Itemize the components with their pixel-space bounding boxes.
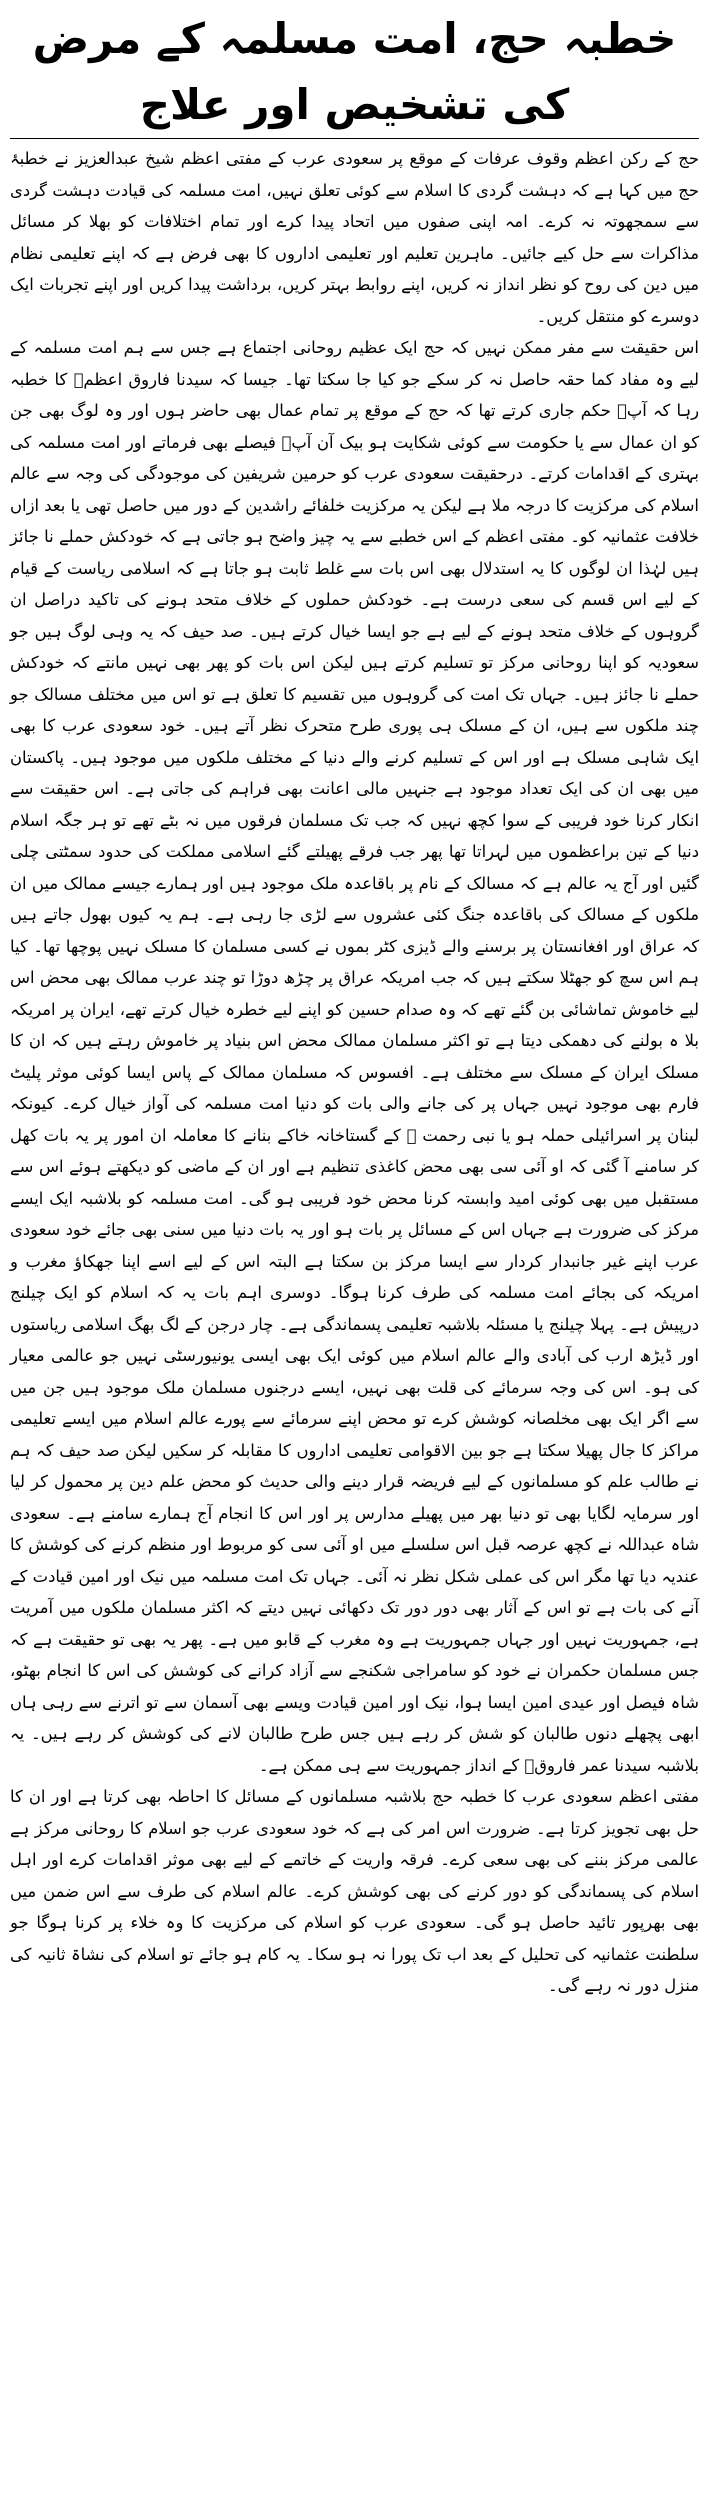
article-paragraph: اس حقیقت سے مفر ممکن نہیں کہ حج ایک عظیم روحانی اجتماع ہے جس سے ہم امت مسلمہ کے لیے وہ مفاد کما حقہ حاصل نہ کر سکے جو کیا جا سکتا تھا۔ جیسا کہ سیدنا فاروق اعظمؓ کا خطبہ رہا کہ آپؓ حکم جاری کرتے تھا کہ حج کے موقع پر تمام عمال بھی حاضر ہوں اور وہ لوگ بھی جن کو ان عمال سے یا حکومت سے کوئی شکایت ہو بیک آن آپؓ فیصلے بھی فرماتے اور امت مسلمہ کی بہتری کے اقدامات کرتے۔ درحقیقت سعودی عرب کو حرمین شریفین کی موجودگی کی وجہ سے عالم اسلام کی مرکزیت کا درجہ ملا ہے لیکن یہ مرکزیت خلفائے راشدین کے دور میں حاصل تھی یا بعد ازاں خلافت عثمانیہ کو۔ مفتی اعظم کے اس خطبے سے یہ چیز واضح ہو جاتی ہے کہ خودکش حملے نا جائز ہیں لہٰذا ان لوگوں کا یہ استدلال بھی اس بات سے غلط ثابت ہو جاتا ہے کہ اسلامی ریاست کے قیام کے لیے اس قسم کی سعی درست ہے۔ خودکش حملوں کے خلاف متحد ہونے کی تاکید دراصل ان گروہوں کے خلاف متحد ہونے کے لیے ہے جو ایسا خیال کرتے ہیں۔ صد حیف کہ یہ وہی لوگ ہیں جو سعودیہ کو اپنا روحانی مرکز تو تسلیم کرتے ہیں لیکن اس بات کو پھر بھی نہیں مانتے کہ خودکش حملے نا جائز ہیں۔ جہاں تک امت کی گروہوں میں تقسیم کا تعلق ہے تو اس میں مختلف مسالک جو چند ملکوں سے ہیں، ان کے مسلک ہی پوری طرح متحرک نظر آتے ہیں۔ خود سعودی عرب کا بھی ایک شاہی مسلک ہے اور اس کے تسلیم کرنے والے دنیا کے مختلف ملکوں میں موجود ہیں۔ پاکستان میں بھی ان کی ایک تعداد موجود ہے جنہیں مالی اعانت بھی فراہم کی جاتی ہے۔ اس حقیقت سے انکار کرنا خود فریبی کے سوا کچھ نہیں کہ جب تک مسلمان فرقوں میں نہ بٹے تھے تو ہر جگہ اسلام دنیا کے تین براعظموں میں لہراتا تھا پھر جب فرقے پھیلتے گئے اسلامی مملکت کی حدود سمٹتی چلی گئیں اور آج یہ عالم ہے کہ مسالک کے نام پر باقاعدہ ملک موجود ہیں اور ہمارے جیسے ممالک میں ان ملکوں کے مسالک کی باقاعدہ جنگ کئی عشروں سے لڑی جا رہی ہے۔ ہم یہ کیوں بھول جاتے ہیں کہ عراق اور افغانستان پر برسنے والے ڈیزی کٹر بموں نے کسی مسلمان کا مسلک نہیں پوچھا تھا۔ کیا ہم اس سچ کو جھٹلا سکتے ہیں کہ جب امریکہ عراق پر چڑھ دوڑا تو چند عرب ممالک بھی محض اس لیے خاموش تماشائی بن گئے تھے کہ وہ صدام حسین کو اپنے لیے خطرہ خیال کرتے تھے، ایران پر امریکہ بلا ہ بولنے کی دھمکی دیتا ہے تو اکثر مسلمان ممالک محض اس بنیاد پر خاموش رہتے ہیں کہ ان کا مسلک ایران کے مسلک سے مختلف ہے۔ افسوس کہ مسلمان ممالک کے پاس ایسا کوئی موثر پلیٹ فارم بھی موجود نہیں جہاں پر کی جانے والی بات کو دنیا امت مسلمہ کی آواز خیال کرے۔ کیونکہ لبنان پر اسرائیلی حملہ ہو یا نبی رحمت ﷺ کے گستاخانہ خاکے بنانے کا معاملہ ان امور پر یہ بات کھل کر سامنے آ گئی کہ او آئی سی بھی محض کاغذی تنظیم ہے اور ان کے ماضی کو دیکھتے ہوئے اس سے مستقبل میں بھی کوئی امید وابستہ کرنا محض خود فریبی ہو گی۔ امت مسلمہ کو بلاشبہ ایک ایسے مرکز کی ضرورت ہے جہاں اس کے مسائل پر بات ہو اور یہ بات دنیا میں سنی بھی جائے خود سعودی عرب اپنے غیر جانبدار کردار سے ایسا مرکز بن سکتا ہے البتہ اس کے لیے اسے اپنا جھکاؤ مغرب و امریکہ کی بجائے امت مسلمہ کی طرف کرنا ہوگا۔ دوسری اہم بات یہ کہ اسلام کو ایک چیلنج درپیش ہے۔ پہلا چیلنج یا مسئلہ بلاشبہ تعلیمی پسماندگی ہے۔ چار درجن کے لگ بھگ اسلامی ریاستوں اور ڈیڑھ ارب کی آبادی والے عالم اسلام میں کوئی ایک بھی ایسی یونیورسٹی نہیں جو عالمی معیار کی ہو۔ اس کی وجہ سرمائے کی قلت بھی نہیں، ایسے درجنوں مسلمان ملک موجود ہیں جن میں سے اگر ایک بھی مخلصانہ کوشش کرے تو محض اپنے سرمائے سے پورے عالم اسلام میں ایسے تعلیمی مراکز کا جال پھیلا سکتا ہے جو بین الاقوامی تعلیمی اداروں کا مقابلہ کر سکیں لیکن صد حیف کہ ہم نے طالب علم کو مسلمانوں کے لیے فریضہ قرار دینے والی حدیث کو محض علم دین پر محمول کر لیا اور سرمایہ لگایا بھی تو دنیا بھر میں پھیلے مدارس پر اور اس کا انجام آج ہمارے سامنے ہے۔ سعودی شاہ عبداللہ نے کچھ عرصہ قبل اس سلسلے میں او آئی سی کو مربوط اور منظم کرنے کی کوشش کا عندیہ دیا تھا مگر اس کی عملی شکل نظر نہ آئی۔ جہاں تک امت مسلمہ میں نیک اور امین قیادت کے آنے کی بات ہے تو اس کے آثار بھی دور دور تک دکھائی نہیں دیتے کہ اکثر مسلمان ملکوں میں آمریت ہے، جمہوریت نہیں اور جہاں جمہوریت ہے وہ مغرب کے قابو میں ہے۔ پھر یہ بھی تو حقیقت ہے کہ جس مسلمان حکمران نے خود کو سامراجی شکنجے سے آزاد کرانے کی کوشش کی اس کا انجام بھٹو، شاہ فیصل اور عیدی امین ایسا ہوا، نیک اور امین قیادت ویسے بھی آسمان سے تو اترنے سے رہی ہاں ابھی پچھلے دنوں طالبان کو شش کر رہے ہیں جس طرح طالبان لانے کی کوشش کر رہے ہیں۔ یہ بلاشبہ سیدنا عمر فاروقؓ کے انداز جمہوریت سے ہی ممکن ہے۔ (10, 338, 699, 1775)
article-paragraph: مفتی اعظم سعودی عرب کا خطبہ حج بلاشبہ مسلمانوں کے مسائل کا احاطہ بھی کرتا ہے اور ان کا حل بھی تجویز کرتا ہے۔ ضرورت اس امر کی ہے کہ خود سعودی عرب جو اسلام کا روحانی مرکز ہے عالمی مرکز بننے کی بھی سعی کرے۔ فرقہ واریت کے خاتمے کے لیے بھی موثر اقدامات کرے اور اہل اسلام کی پسماندگی کو دور کرنے کی بھی کوشش کرے۔ عالم اسلام کی طرف سے اس ضمن میں بھی بھرپور تائید حاصل ہو گی۔ سعودی عرب کو اسلام کی مرکزیت کا وہ خلاء پر کرنا ہوگا جو سلطنت عثمانیہ کی تحلیل کے بعد اب تک پورا نہ ہو سکا۔ یہ کام ہو جائے تو اسلام کی نشاۃ ثانیہ کی منزل دور نہ رہے گی۔ (10, 1787, 699, 1995)
article-paragraph: حج کے رکن اعظم وقوف عرفات کے موقع پر سعودی عرب کے مفتی اعظم شیخ عبدالعزیز نے خطبۂ حج میں کہا ہے کہ دہشت گردی کا اسلام سے کوئی تعلق نہیں، امت مسلمہ کی قیادت دہشت گردی سے سمجھوتہ نہ کرے۔ امہ اپنی صفوں میں اتحاد پیدا کرے اور تمام اختلافات کو بھلا کر مسائل مذاکرات سے حل کیے جائیں۔ ماہرین تعلیم اور تعلیمی اداروں کا بھی فرض ہے کہ اپنے تعلیمی نظام میں دین کی روح کو نظر انداز نہ کریں، اپنے روابط بہتر کریں، برداشت پیدا کریں اور اپنے تجربات ایک دوسرے کو منتقل کریں۔ (10, 149, 699, 326)
headline: خطبہ حج، امت مسلمہ کے مرض کی تشخیص اور علاج (10, 6, 699, 139)
article-body (10, 139, 699, 2002)
